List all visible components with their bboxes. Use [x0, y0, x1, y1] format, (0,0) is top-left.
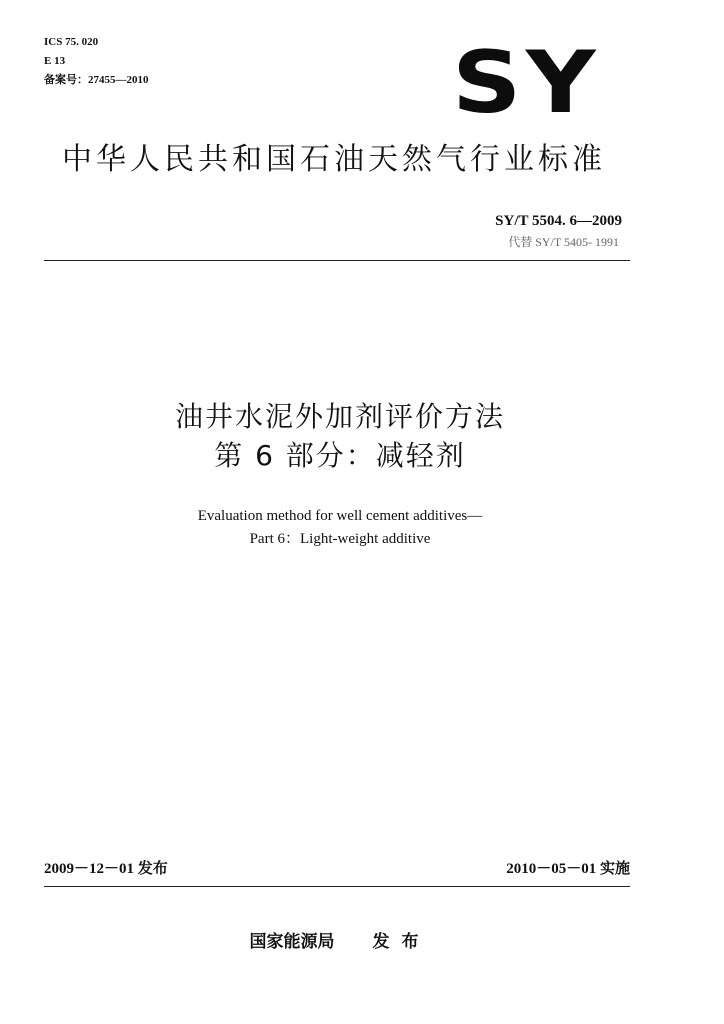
bottom-divider — [44, 886, 630, 887]
issuer-org: 国家能源局 — [249, 932, 335, 952]
document-title-cn-line2: 第 6 部分：减轻剂 — [214, 439, 466, 472]
document-title-cn-line1: 油井水泥外加剂评价方法 — [174, 400, 505, 433]
issue-date: 2009－12－01 发布 — [44, 861, 168, 877]
issuer-action: 发布 — [372, 932, 431, 952]
replaces-note: 代替 SY/T 5405- 1991 — [508, 235, 619, 249]
top-divider — [44, 260, 630, 261]
classification-block — [44, 33, 149, 90]
sy-logo: SY — [452, 33, 601, 133]
issuer-line — [0, 927, 680, 952]
implementation-date: 2010－05－01 实施 — [506, 861, 630, 877]
ics-code: ICS 75. 020 — [44, 36, 99, 48]
category-code: E 13 — [44, 55, 66, 67]
standard-number: SY/T 5504. 6—2009 — [495, 213, 622, 229]
standard-title: 中华人民共和国石油天然气行业标准 — [62, 142, 606, 177]
document-title-en-line2: Part 6：Light-weight additive — [249, 531, 431, 547]
filing-number: 备案号：27455—2010 — [44, 74, 149, 86]
document-title-en-line1: Evaluation method for well cement additives— — [197, 508, 483, 524]
